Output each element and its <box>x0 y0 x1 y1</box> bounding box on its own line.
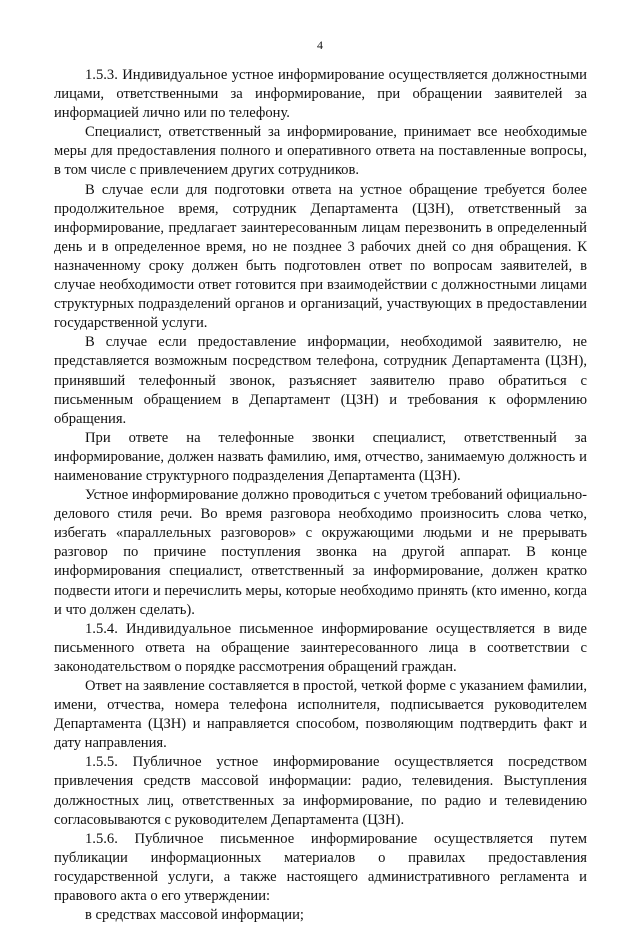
paragraph-oral-style: Устное информирование должно проводиться с учетом требований официально-делового стиля речи. Во время разговора необходимо произносить слова четко, избегать «параллельных разговоров» с окружающими людьми и не прерывать разговор по причине поступления звонка на другой аппарат. В конце информирования специалист, ответственный за информирование, должен кратко подвести итоги и перечислить меры, которые необходимо принять (кто именно, когда и что должен сделать). <box>54 487 588 618</box>
paragraph-phone-impossible: В случае если предоставление информации, необходимой заявителю, не представляется возможным посредством телефона, сотрудник Департамента (ЦЗН), принявший телефонный звонок, разъясняет заявителю право обратиться с письменным обращением в Департамент (ЦЗН) и требования к оформлению обращения. <box>54 334 587 427</box>
paragraph-1-5-5: 1.5.5. Публичное устное информирование осуществляется посредством привлечения средств массовой информации: радио, телевидения. Выступления должностных лиц, ответственных за информирование, по радио и телевидению согласовываются с руководителем Департамента (ЦЗН). <box>54 754 587 828</box>
paragraph-specialist-measures: Специалист, ответственный за информирование, принимает все необходимые меры для предоставления полного и оперативного ответа на поставленные вопросы, в том числе с привлечением других сотрудников. <box>54 124 587 179</box>
paragraph-1-5-3: 1.5.3. Индивидуальное устное информирование осуществляется должностными лицами, ответственными за информирование, при обращении заявителей за информацией лично или по телефону. <box>54 67 587 122</box>
paragraph-1-5-6: 1.5.6. Публичное письменное информирование осуществляется путем публикации информационных материалов о правилах предоставления государственной услуги, а также настоящего административного регламента и правового акта о его утверждении: <box>54 830 587 905</box>
document-body <box>54 66 587 925</box>
paragraph-mass-media: в средствах массовой информации; <box>85 907 304 924</box>
paragraph-1-5-4: 1.5.4. Индивидуальное письменное информирование осуществляется в виде письменного ответа на обращение заинтересованного лица в соответствии с законодательством о порядке рассмотрения обращений граждан. <box>54 620 587 675</box>
paragraph-phone-answer: При ответе на телефонные звонки специалист, ответственный за информирование, должен назвать фамилию, имя, отчество, занимаемую должность и наименование структурного подразделения Департамента (ЦЗН). <box>54 429 587 484</box>
page-number: 4 <box>317 38 323 52</box>
paragraph-written-answer: Ответ на заявление составляется в простой, четкой форме с указанием фамилии, имени, отчества, номера телефона исполнителя, подписывается руководителем Департамента (ЦЗН) и направляется способом, позволяющим подтвердить факт и дату направления. <box>54 678 587 752</box>
paragraph-longer-time: В случае если для подготовки ответа на устное обращение требуется более продолжительное время, сотрудник Департамента (ЦЗН), ответственный за информирование, предлагает заинтересованным лицам перезвонить в определенный день и в определенное время, но не позднее 3 рабочих дней со дня обращения. К назначенному сроку должен быть подготовлен ответ по вопросам заявителей, в случае необходимости ответ готовится при взаимодействии с должностными лицами структурных подразделений органов и организаций, участвующих в предоставлении государственной услуги. <box>54 181 587 332</box>
